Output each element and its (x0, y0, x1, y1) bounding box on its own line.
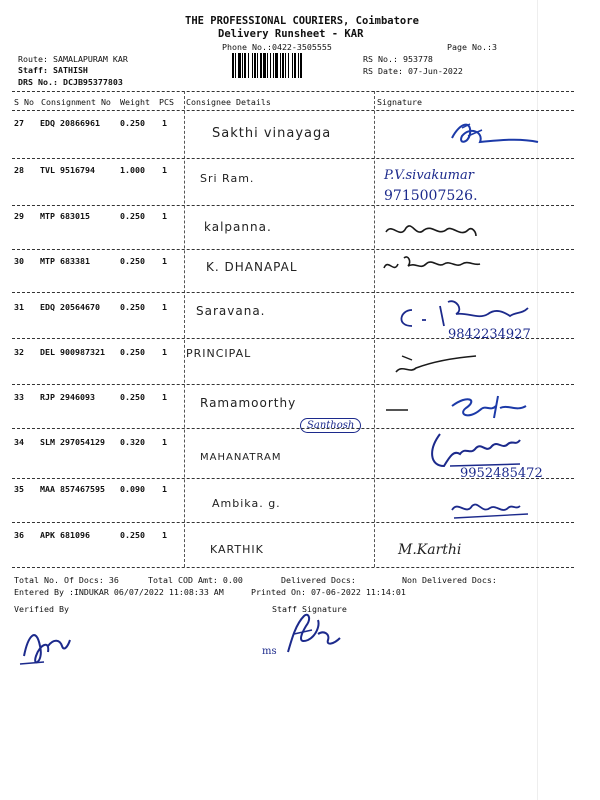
col-header-signature: Signature (377, 97, 422, 107)
row-35-pcs: 1 (162, 484, 167, 494)
row-28-consignee: Sri Ram. (200, 172, 255, 185)
rs-date: RS Date: 07-Jun-2022 (363, 66, 463, 76)
col-header-sno: S No (14, 97, 34, 107)
non-delivered-docs: Non Delivered Docs: (402, 575, 497, 585)
entered-by: Entered By :INDUKAR 06/07/2022 11:08:33 AM (14, 587, 224, 597)
row-34-phone: 9952485472 (460, 466, 543, 481)
row-35-signature (446, 496, 536, 522)
row-30-pcs: 1 (162, 256, 167, 266)
row-34-consignee: MAHANATRAM (200, 452, 282, 463)
row-36-sno: 36 (14, 530, 24, 540)
row-32-signature (392, 350, 482, 382)
phone-number: Phone No.:0422-3505555 (222, 42, 332, 52)
verified-by-label: Verified By (14, 604, 69, 614)
row-34-consignment: SLM 297054129 (40, 437, 105, 447)
row-36-consignee: KARTHIK (210, 543, 264, 556)
row-28-weight: 1.000 (120, 165, 145, 175)
col-header-consignment: Consignment No (41, 97, 111, 107)
col-header-pcs: PCS (159, 97, 174, 107)
row-34-weight: 0.320 (120, 437, 145, 447)
row-28-consignment: TVL 9516794 (40, 165, 95, 175)
row-33-note: Santhosh (300, 418, 361, 433)
row-27-rule (12, 158, 574, 159)
row-35-consignee: Ambika. g. (212, 497, 281, 510)
total-cod: Total COD Amt: 0.00 (148, 575, 243, 585)
verified-by-signature (14, 616, 74, 674)
row-36-weight: 0.250 (120, 530, 145, 540)
row-32-consignment: DEL 900987321 (40, 347, 105, 357)
barcode-bar (302, 53, 303, 78)
row-29-consignment: MTP 683015 (40, 211, 90, 221)
row-35-weight: 0.090 (120, 484, 145, 494)
row-33-consignee: Ramamoorthy (200, 396, 297, 410)
row-33-consignment: RJP 2946093 (40, 392, 95, 402)
row-31-sno: 31 (14, 302, 24, 312)
row-27-consignee: Sakthi vinayaga (212, 126, 332, 141)
row-29-sno: 29 (14, 211, 24, 221)
row-31-rule (12, 338, 574, 339)
row-29-weight: 0.250 (120, 211, 145, 221)
row-36-consignment: APK 681096 (40, 530, 90, 540)
header-bottom-rule (12, 110, 574, 111)
row-32-sno: 32 (14, 347, 24, 357)
row-33-sno: 33 (14, 392, 24, 402)
col-header-weight: Weight (120, 97, 150, 107)
table-top-rule (12, 91, 574, 92)
document-title: Delivery Runsheet - KAR (218, 28, 364, 40)
delivered-docs: Delivered Docs: (281, 575, 356, 585)
row-31-weight: 0.250 (120, 302, 145, 312)
row-30-weight: 0.250 (120, 256, 145, 266)
row-33-pcs: 1 (162, 392, 167, 402)
row-29-rule (12, 249, 574, 250)
route: Route: SAMALAPURAM KAR (18, 54, 128, 64)
row-31-phone: 9842234927 (448, 327, 531, 342)
row-29-signature (382, 218, 482, 244)
drs-number: DRS No.: DCJB95377803 (18, 77, 123, 87)
row-30-consignee: K. DHANAPAL (206, 260, 298, 274)
row-34-sno: 34 (14, 437, 24, 447)
row-36-signature: M.Karthi (398, 542, 462, 558)
barcode (232, 53, 354, 78)
row-31-pcs: 1 (162, 302, 167, 312)
row-30-sno: 30 (14, 256, 24, 266)
row-32-weight: 0.250 (120, 347, 145, 357)
row-28-sno: 28 (14, 165, 24, 175)
row-33-signature (382, 390, 532, 426)
row-35-sno: 35 (14, 484, 24, 494)
row-28-signature: P.V.sivakumar (384, 168, 474, 183)
staff: Staff: SATHISH (18, 65, 88, 75)
row-31-consignment: EDQ 20564670 (40, 302, 100, 312)
row-28-phone: 9715007526. (384, 188, 478, 204)
row-30-consignment: MTP 683381 (40, 256, 90, 266)
table-bottom-rule (12, 567, 574, 568)
row-36-pcs: 1 (162, 530, 167, 540)
row-27-sno: 27 (14, 118, 24, 128)
row-33-weight: 0.250 (120, 392, 145, 402)
rs-number: RS No.: 953778 (363, 54, 433, 64)
row-35-consignment: MAA 857467595 (40, 484, 105, 494)
row-35-rule (12, 522, 574, 523)
row-31-consignee: Saravana. (196, 304, 266, 318)
row-29-consignee: kalpanna. (204, 220, 272, 234)
row-32-consignee: PRINCIPAL (186, 347, 252, 360)
company-name: THE PROFESSIONAL COURIERS, Coimbatore (185, 15, 419, 27)
row-28-pcs: 1 (162, 165, 167, 175)
row-27-pcs: 1 (162, 118, 167, 128)
row-27-consignment: EDQ 20866961 (40, 118, 100, 128)
col-header-consignee: Consignee Details (186, 97, 271, 107)
row-34-pcs: 1 (162, 437, 167, 447)
row-27-weight: 0.250 (120, 118, 145, 128)
row-30-rule (12, 292, 574, 293)
row-30-signature (380, 252, 490, 278)
row-27-signature (440, 114, 550, 154)
row-34-rule (12, 478, 574, 479)
staff-signature (278, 604, 348, 664)
row-28-rule (12, 205, 574, 206)
printed-on: Printed On: 07-06-2022 11:14:01 (251, 587, 406, 597)
staff-signature-label: Staff Signature (272, 604, 347, 614)
staff-signature-prefix: ms (262, 646, 277, 657)
row-32-rule (12, 384, 574, 385)
total-docs: Total No. Of Docs: 36 (14, 575, 119, 585)
page-number: Page No.:3 (447, 42, 497, 52)
consignee-col-divider (184, 91, 185, 567)
row-32-pcs: 1 (162, 347, 167, 357)
signature-col-divider (374, 91, 375, 567)
row-29-pcs: 1 (162, 211, 167, 221)
